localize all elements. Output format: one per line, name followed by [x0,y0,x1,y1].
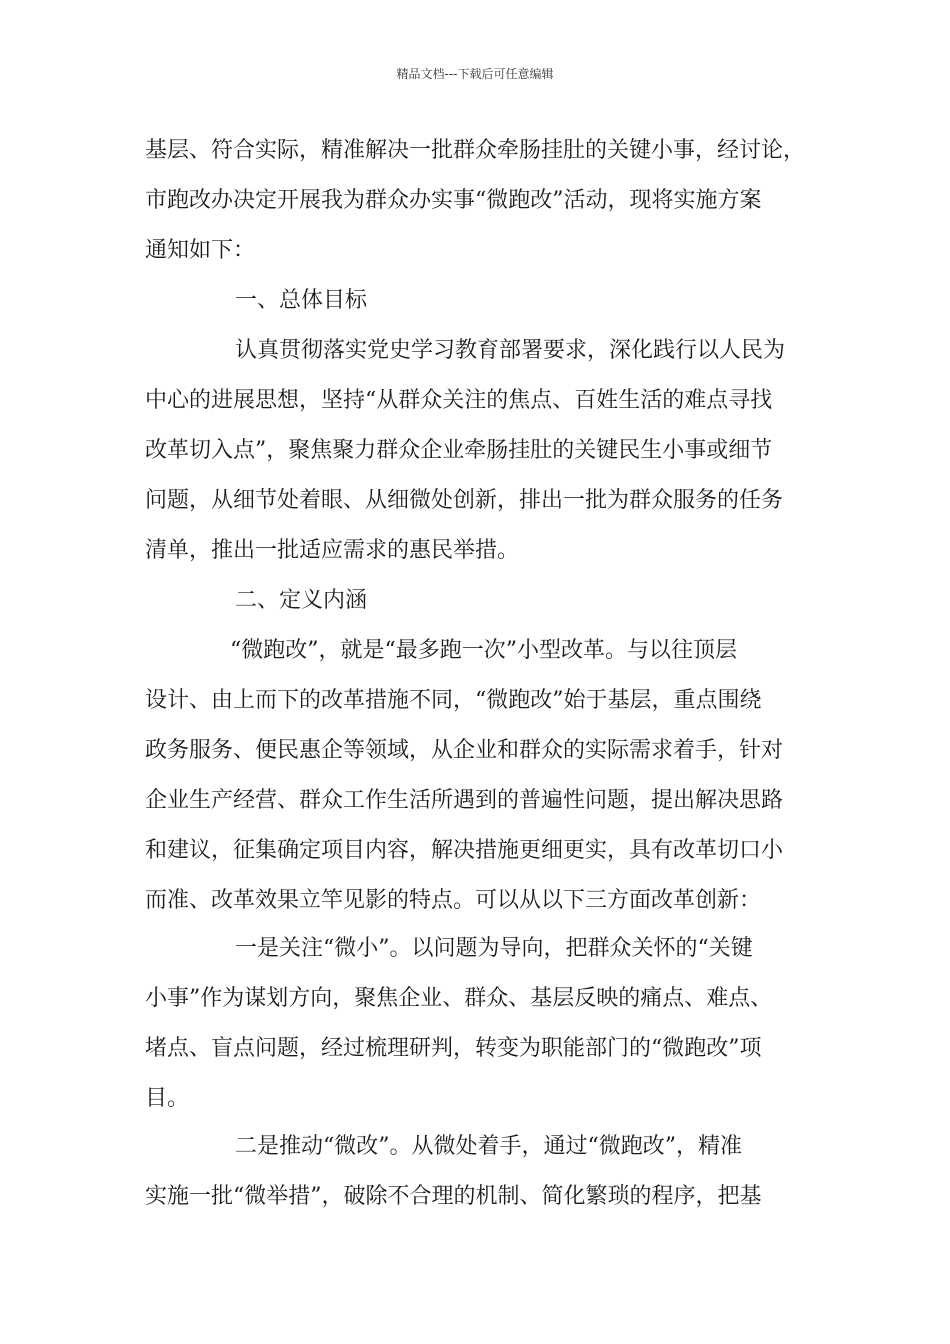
body-line: 目。 [145,1086,190,1111]
body-line: 和建议，征集确定项目内容，解决措施更细更实，具有改革切口小 [145,838,784,863]
body-line: 一是关注“微小”。以问题为导向，把群众关怀的“关键 [235,936,753,961]
body-line: 小事”作为谋划方向，聚焦企业、群众、基层反映的痛点、难点、 [145,986,773,1011]
page-header: 精品文档---下载后可任意编辑 [396,67,554,81]
body-line: “微跑改”，就是“最多跑一次”小型改革。与以往顶层 [230,638,737,663]
body-line: 改革切入点”，聚焦聚力群众企业牵肠挂肚的关键民生小事或细节 [145,438,773,463]
body-line: 市跑改办决定开展我为群众办实事“微跑改”活动，现将实施方案 [145,188,762,213]
body-line: 实施一批“微举措”，破除不合理的机制、简化繁琐的程序，把基 [145,1184,762,1209]
body-line: 而准、改革效果立竿见影的特点。可以从以下三方面改革创新： [145,888,762,913]
body-line: 通知如下： [145,238,256,263]
body-line: 中心的进展思想，坚持“从群众关注的焦点、百姓生活的难点寻找 [145,388,773,413]
body-line: 认真贯彻落实党史学习教育部署要求，深化践行以人民为 [235,338,786,363]
body-line: 清单，推出一批适应需求的惠民举措。 [145,538,520,563]
body-line: 基层、符合实际，精准解决一批群众牵肠挂肚的关键小事，经讨论， [145,138,806,163]
body-line: 设计、由上而下的改革措施不同，“微跑改”始于基层，重点围绕 [145,688,762,713]
body-line: 政务服务、便民惠企等领域，从企业和群众的实际需求着手，针对 [145,738,784,763]
body-line: 堵点、盲点问题，经过梳理研判，转变为职能部门的“微跑改”项 [145,1036,762,1061]
body-line: 企业生产经营、群众工作生活所遇到的普遍性问题，提出解决思路 [145,788,784,813]
body-line: 问题，从细节处着眼、从细微处创新，排出一批为群众服务的任务 [145,488,784,513]
section-heading-2: 二、定义内涵 [235,588,368,613]
section-heading-1: 一、总体目标 [235,288,368,313]
body-line: 二是推动“微改”。从微处着手，通过“微跑改”，精准 [235,1134,742,1159]
